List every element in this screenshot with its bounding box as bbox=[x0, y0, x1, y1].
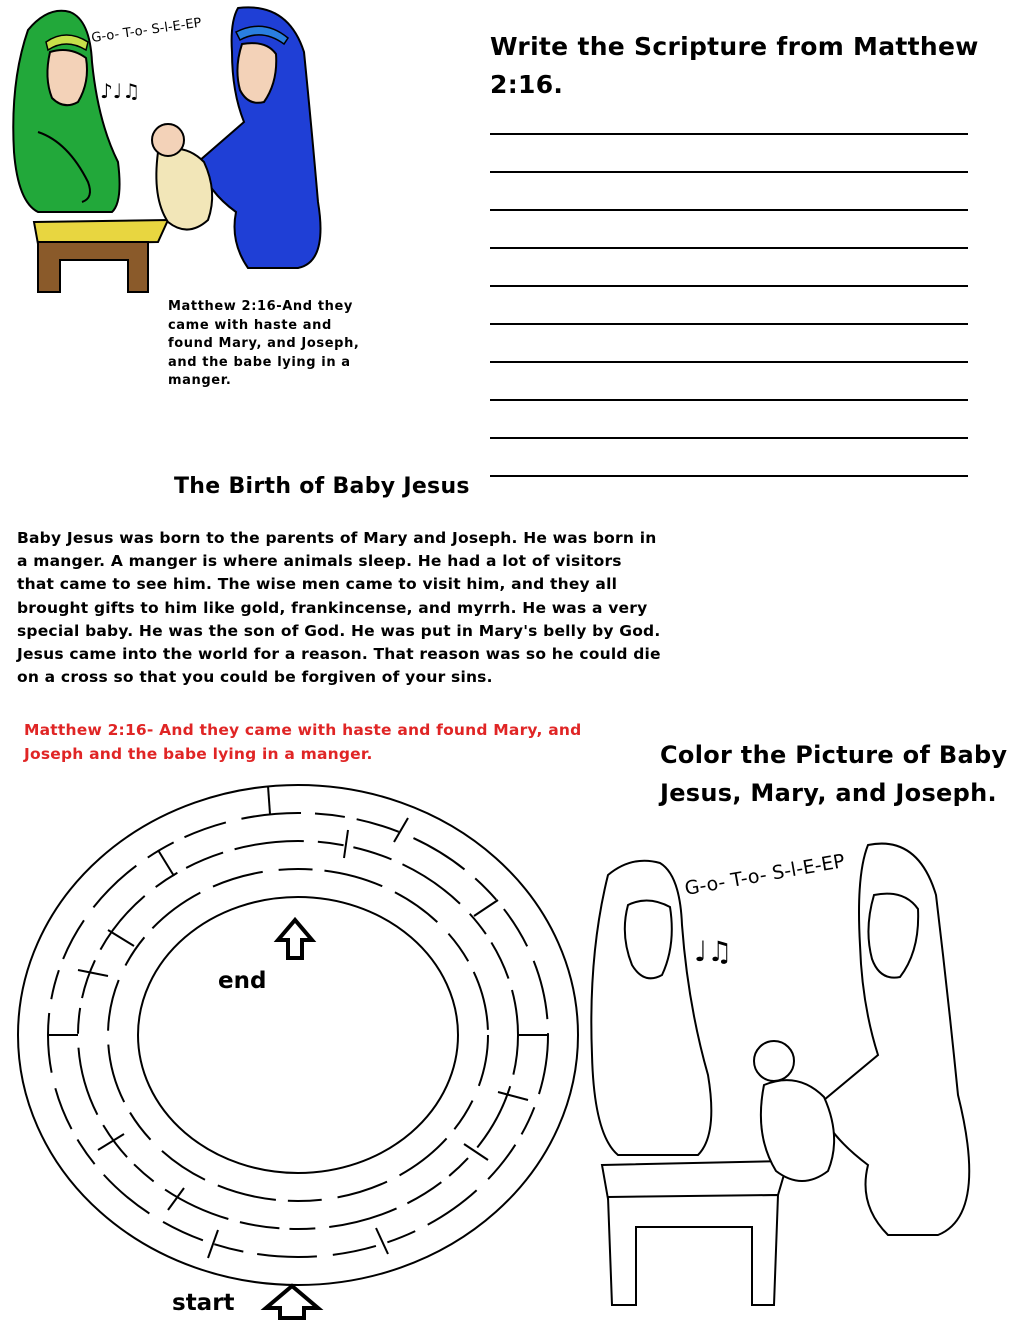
speech-text-line-art: G-o- T-o- S-l-E-EP bbox=[683, 850, 847, 900]
speech-text-colored: G-o- T-o- S-l-E-EP bbox=[90, 15, 203, 46]
answer-line[interactable] bbox=[490, 209, 968, 211]
color-prompt: Color the Picture of Baby Jesus, Mary, and Joseph. bbox=[660, 741, 1008, 807]
answer-line[interactable] bbox=[490, 285, 968, 287]
maze-end-label: end bbox=[218, 968, 267, 994]
answer-line[interactable] bbox=[490, 323, 968, 325]
music-notes-line-art-icon: ♩♫ bbox=[694, 935, 733, 968]
answer-line[interactable] bbox=[490, 247, 968, 249]
maze-start-label: start bbox=[172, 1290, 235, 1316]
answer-line[interactable] bbox=[490, 133, 968, 135]
verse-red: Matthew 2:16- And they came with haste and found Mary, and Joseph and the babe lying in a manger. bbox=[24, 721, 582, 763]
manger bbox=[34, 220, 168, 292]
illustration-caption: Matthew 2:16-And they came with haste and found Mary, and Joseph, and the babe lying in a manger. bbox=[168, 299, 360, 388]
coloring-nativity-illustration bbox=[588, 835, 998, 1315]
story-paragraph: Baby Jesus was born to the parents of Mary and Joseph. He was born in a manger. A manger is where animals sleep. He had a lot of visitors that came to see him. The wise men came to visit him, and they all brought gifts to him like gold, frankincense, and myrrh. He was a very special baby. He was the son of God. He was put in Mary's belly by God. Jesus came into the world for a reason. That reason was so he could die on a cross so that you could be forgiven of your sins. bbox=[17, 529, 661, 687]
answer-line[interactable] bbox=[490, 361, 968, 363]
start-arrow-icon bbox=[262, 1284, 322, 1320]
answer-line[interactable] bbox=[490, 475, 968, 477]
manger-outline bbox=[602, 1161, 788, 1199]
answer-line[interactable] bbox=[490, 171, 968, 173]
scripture-prompt: Write the Scripture from Matthew 2:16. bbox=[490, 32, 979, 99]
answer-line[interactable] bbox=[490, 437, 968, 439]
story-title: The Birth of Baby Jesus bbox=[174, 474, 470, 499]
end-arrow-icon bbox=[278, 920, 312, 958]
colored-nativity-illustration bbox=[8, 2, 338, 292]
music-notes-icon: ♪♩♫ bbox=[100, 79, 141, 103]
mary-figure bbox=[198, 7, 321, 268]
answer-line[interactable] bbox=[490, 399, 968, 401]
baby-jesus bbox=[152, 124, 212, 230]
wreath-maze[interactable] bbox=[8, 770, 588, 1290]
